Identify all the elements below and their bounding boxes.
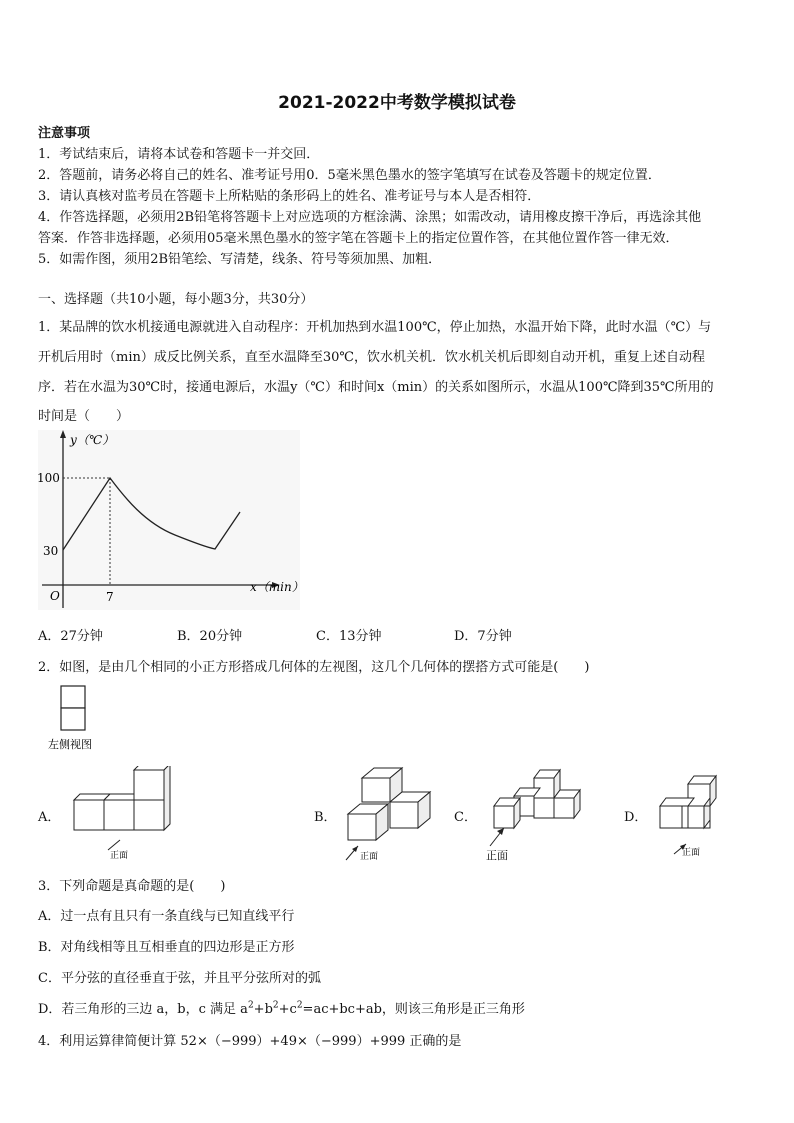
origin-label: O — [50, 589, 60, 603]
answer-option-b[interactable]: B．对角线相等且互相垂直的四边形是正方形 — [38, 940, 295, 955]
option-d-text: +b — [253, 1002, 273, 1017]
answer-option-b[interactable]: B． — [314, 810, 337, 825]
question-1-line: 时间是（ ） — [38, 409, 130, 424]
front-label: 正面 — [360, 852, 379, 862]
x-tick-label: 7 — [106, 590, 114, 604]
answer-option-c[interactable]: C．平分弦的直径垂直于弦，并且平分弦所对的弧 — [38, 971, 321, 986]
y-tick-label: 100 — [37, 471, 60, 485]
notes-item: 2．答题前，请务必将自己的姓名、准考证号用0．5毫米黑色墨水的签字笔填写在试卷及答题卡的规定位置． — [38, 168, 661, 183]
question-1-line: 序．若在水温为30℃时，接通电源后，水温y（℃）和时间x（min）的关系如图所示，水温从100℃降到35℃所用的 — [38, 380, 714, 395]
exponent: 2 — [296, 1000, 303, 1011]
answer-option-a[interactable]: A． — [38, 810, 61, 825]
option-b-cube-figure[interactable] — [340, 766, 440, 864]
option-c-cube-figure[interactable] — [478, 766, 588, 864]
arrow-head-icon — [352, 846, 358, 852]
notes-item: 答案．作答非选择题，必须用05毫米黑色墨水的签字笔在答题卡上的指定位置作答，在其他位置作答一律无效． — [38, 231, 679, 246]
answer-option-a[interactable]: A．过一点有且只有一条直线与已知直线平行 — [38, 909, 295, 924]
left-view-label: 左侧视图 — [48, 738, 92, 751]
answer-option-c[interactable]: C．13分钟 — [316, 629, 382, 644]
front-label: 正面 — [682, 848, 701, 858]
page-title: 2021-2022中考数学模拟试卷 — [278, 93, 516, 113]
x-axis-label: x（min） — [250, 580, 304, 594]
square — [61, 686, 85, 708]
notes-item: 5．如需作图，须用2B铅笔绘、写清楚，线条、符号等须加黑、加粗． — [38, 252, 442, 267]
section-heading: 一、选择题（共10小题，每小题3分，共30分） — [38, 292, 314, 307]
option-d-cube-figure[interactable] — [652, 770, 742, 862]
answer-option-a[interactable]: A．27分钟 — [38, 629, 103, 644]
notes-item: 4．作答选择题，必须用2B铅笔将答题卡上对应选项的方框涂满、涂黑；如需改动，请用橡皮擦干净后，再选涂其他 — [38, 210, 702, 225]
notes-heading: 注意事项 — [38, 126, 91, 141]
exponent: 2 — [247, 1000, 254, 1011]
left-view-figure — [44, 684, 114, 754]
question-1-line: 1．某品牌的饮水机接通电源就进入自动程序：开机加热到水温100℃，停止加热，水温开始下降，此时水温（℃）与 — [38, 320, 712, 335]
front-label: 正面 — [110, 851, 129, 860]
y-tick-label: 30 — [43, 544, 59, 558]
answer-option-b[interactable]: B．20分钟 — [177, 629, 243, 644]
option-d-text: D．若三角形的三边 a，b，c 满足 a — [38, 1002, 248, 1017]
square — [61, 708, 85, 730]
arrow-head-icon — [497, 828, 504, 835]
exponent: 2 — [272, 1000, 279, 1011]
question-2-stem: 2．如图，是由几个相同的小正方形搭成几何体的左视图，这几个几何体的摆搭方式可能是( ) — [38, 660, 590, 675]
temperature-time-graph — [30, 428, 310, 613]
front-label: 正面 — [486, 849, 508, 862]
y-axis-label: y（℃） — [70, 433, 115, 447]
answer-option-c[interactable]: C． — [454, 810, 477, 825]
option-d-text: =ac+bc+ab，则该三角形是正三角形 — [302, 1002, 525, 1017]
question-4-stem: 4．利用运算律简便计算 52×（−999）+49×（−999）+999 正确的是 — [38, 1034, 462, 1049]
notes-item: 1．考试结束后，请将本试卷和答题卡一并交回． — [38, 147, 320, 162]
answer-option-d[interactable]: D．7分钟 — [454, 629, 512, 644]
option-d-text: +c — [278, 1002, 297, 1017]
answer-option-d[interactable]: D． — [624, 810, 648, 825]
answer-option-d[interactable] — [38, 998, 525, 1017]
question-3-stem: 3．下列命题是真命题的是( ) — [38, 879, 226, 894]
option-a-cube-figure[interactable] — [68, 766, 188, 860]
question-1-line: 开机后用时（min）成反比例关系，直至水温降至30℃，饮水机关机．饮水机关机后即刻自动开机，重复上述自动程 — [38, 350, 705, 365]
notes-item: 3．请认真核对监考员在答题卡上所粘贴的条形码上的姓名、准考证号与本人是否相符． — [38, 189, 541, 204]
front-arrow-icon — [108, 840, 120, 850]
